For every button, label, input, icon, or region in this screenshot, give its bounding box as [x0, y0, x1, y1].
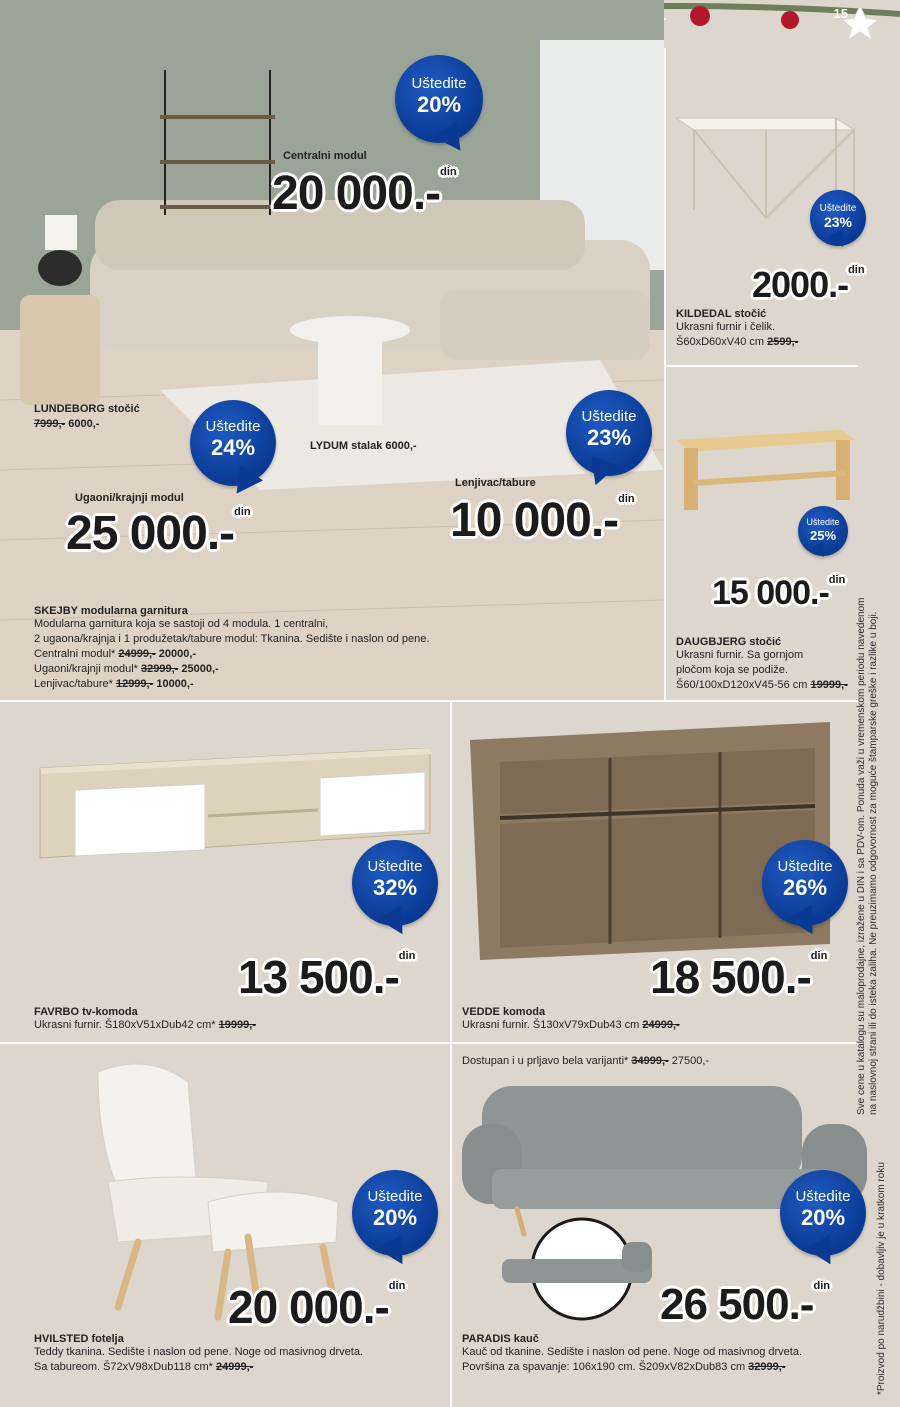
savings-badge-hvilsted: Uštedite 20%: [352, 1170, 438, 1256]
paradis-desc-line2: Površina za spavanje: 106x190 cm. Š209xV82xDub83 cm 32999,-: [462, 1361, 786, 1373]
savings-badge-vedde: Uštedite 26%: [762, 840, 848, 926]
side-order-note-wrap: [876, 1105, 892, 1395]
savings-badge-centralni: Uštedite 20%: [395, 55, 483, 143]
daugbjerg-info: [676, 636, 862, 693]
centralni-modul-label: Centralni modul: [283, 150, 367, 162]
vedde-desc: Ukrasni furnir. Š130xV79xDub43 cm 24999,-: [462, 1019, 680, 1031]
skejby-description: [34, 605, 654, 692]
centralni-modul-price: 20 000.-$^{din}$: [272, 166, 457, 220]
divider-horizontal-2: [0, 1042, 858, 1044]
daugbjerg-desc-line2: pločom koja se podiže.: [676, 664, 788, 676]
daugbjerg-price: 15 000.-$^{din}$: [712, 574, 846, 612]
paradis-variant-note: Dostupan i u prljavo bela varijanti* 34999,- 27500,-: [462, 1055, 710, 1067]
divider-vertical-mid: [450, 700, 452, 1407]
savings-badge-kildedal: Uštedite 23%: [810, 190, 866, 246]
page-number: 15: [833, 6, 848, 21]
paradis-title: PARADIS kauč: [462, 1333, 539, 1345]
skejby-desc-line1: Modularna garnitura koja se sastoji od 4 modula. 1 centralni,: [34, 618, 329, 630]
vedde-info: [462, 1006, 852, 1033]
daugbjerg-desc-line1: Ukrasni furnir. Sa gornjom: [676, 649, 804, 661]
favrbo-desc: Ukrasni furnir. Š180xV51xDub42 cm* 19999,-: [34, 1019, 256, 1031]
legal-note-2: na naslovnoj strani ili do isteka zaliha. Ne preuzimamo odgovornost za moguće štamparske greške i razlike u boji.: [868, 611, 879, 1115]
hvilsted-info: [34, 1333, 444, 1375]
vedde-price: 18 500.-$^{din}$: [650, 950, 828, 1003]
lenjivac-price: 10 000.-$^{din}$: [450, 493, 635, 547]
savings-badge-paradis: Uštedite 20%: [780, 1170, 866, 1256]
skejby-title: SKEJBY modularna garnitura: [34, 605, 188, 617]
divider-right-mid: [664, 365, 858, 367]
kildedal-price: 2000.-$^{din}$: [752, 264, 865, 305]
paradis-info: [462, 1333, 858, 1375]
savings-badge-daugbjerg: Uštedite 25%: [798, 506, 848, 556]
daugbjerg-table-image: [676, 430, 861, 515]
legal-note-3: *Proizvod po narudžbini - dobavljiv je u kratkom roku: [876, 1162, 887, 1395]
favrbo-title: FAVRBO tv-komoda: [34, 1006, 138, 1018]
daugbjerg-title: DAUGBJERG stočić: [676, 636, 782, 648]
kildedal-info: [676, 308, 856, 350]
favrbo-info: [34, 1006, 444, 1033]
lenjivac-label: Lenjivac/tabure: [455, 477, 536, 489]
lydum-text: LYDUM stalak 6000,-: [310, 440, 417, 452]
hero-room-image: [0, 0, 664, 700]
legal-note-1: Sve cene u katalogu su maloprodajne, izražene u DIN i sa PDV-om. Ponuda važi u vremenskom periodu navedenom: [856, 597, 867, 1115]
hvilsted-desc-line2: Sa tabureom. Š72xV98xDub118 cm* 24999,-: [34, 1361, 254, 1373]
skejby-price-ottoman: Lenjivac/tabure* 12999,- 10000,-: [34, 678, 194, 690]
ugaoni-modul-price: 25 000.-$^{din}$: [66, 506, 251, 560]
kildedal-dims: Š60xD60xV40 cm 2599,-: [676, 336, 799, 348]
living-room-illustration: [0, 0, 664, 700]
hvilsted-title: HVILSTED fotelja: [34, 1333, 124, 1345]
divider-horizontal-1: [0, 700, 858, 702]
kildedal-desc: Ukrasni furnir i čelik.: [676, 321, 776, 333]
hvilsted-desc-line1: Teddy tkanina. Sedište i naslon od pene. Noge od masivnog drveta.: [34, 1346, 363, 1358]
paradis-price: 26 500.-$^{din}$: [660, 1280, 830, 1329]
ugaoni-modul-label: Ugaoni/krajnji modul: [75, 492, 184, 504]
daugbjerg-dims: Š60/100xD120xV45-56 cm 19999,-: [676, 679, 848, 691]
savings-badge-favrbo: Uštedite 32%: [352, 840, 438, 926]
lundeborg-title: LUNDEBORG stočić: [34, 403, 140, 415]
savings-badge-lenjivac: Uštedite 23%: [566, 390, 652, 476]
vedde-title: VEDDE komoda: [462, 1006, 546, 1018]
divider-vertical-right: [664, 48, 666, 700]
favrbo-price: 13 500.-$^{din}$: [238, 950, 416, 1003]
savings-badge-ugaoni: Uštedite 24%: [190, 400, 276, 486]
skejby-desc-line2: 2 ugaona/krajnja i 1 produžetak/tabure modul: Tkanina. Sedište i naslon od pene.: [34, 633, 430, 645]
kildedal-title: KILDEDAL stočić: [676, 308, 767, 320]
lundeborg-price: 7999,- 6000,-: [34, 418, 100, 430]
paradis-desc-line1: Kauč od tkanine. Sedište i naslon od pene. Noge od masivnog drveta.: [462, 1346, 803, 1358]
skejby-price-central: Centralni modul* 24999,- 20000,-: [34, 648, 197, 660]
skejby-price-corner: Ugaoni/krajnji modul* 32999,- 25000,-: [34, 663, 219, 675]
hvilsted-price: 20 000.-$^{din}$: [228, 1280, 406, 1333]
